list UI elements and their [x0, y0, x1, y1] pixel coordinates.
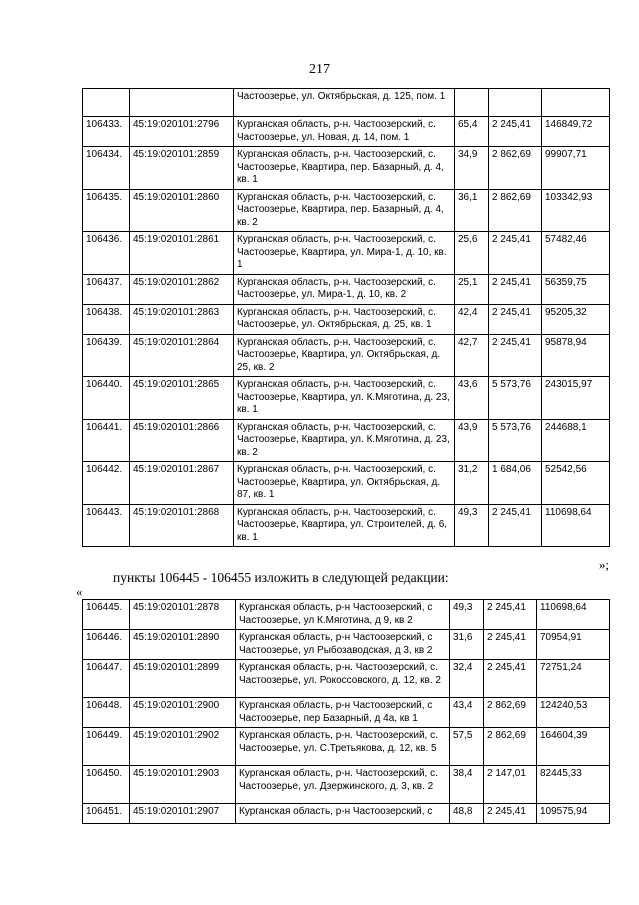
value-cell: 72751,24: [537, 660, 610, 698]
rate-cell: 2 862,69: [489, 147, 542, 190]
rate-cell: 2 245,41: [484, 600, 537, 630]
property-table-1: [82, 88, 610, 547]
value-cell: 244688,1: [542, 419, 610, 462]
table-row: [83, 89, 610, 117]
rate-cell: 2 862,69: [484, 728, 537, 766]
row-number-cell: [83, 89, 130, 117]
address-cell: Курганская область, р-н. Частоозерский, с. Частоозерье, ул. Новая, д. 14, пом. 1: [234, 117, 455, 147]
area-cell: 34,9: [455, 147, 489, 190]
value-cell: 124240,53: [537, 698, 610, 728]
value-cell: 70954,91: [537, 630, 610, 660]
row-number-cell: 106435.: [83, 189, 130, 232]
rate-cell: 2 245,41: [484, 804, 537, 824]
value-cell: 110698,64: [537, 600, 610, 630]
property-table-2: [82, 599, 610, 824]
area-cell: 49,3: [455, 504, 489, 547]
value-cell: 99907,71: [542, 147, 610, 190]
row-number-cell: 106436.: [83, 232, 130, 275]
address-cell: Курганская область, р-н. Частоозерский, с. Частоозерье, Квартира, пер. Базарный, д. 4, кв. 1: [234, 147, 455, 190]
cadastral-number-cell: [130, 89, 234, 117]
cadastral-number-cell: 45:19:020101:2903: [130, 766, 236, 804]
table-row: [83, 274, 610, 304]
table-row: [83, 728, 610, 766]
table-row: [83, 804, 610, 824]
cadastral-number-cell: 45:19:020101:2862: [130, 274, 234, 304]
row-number-cell: 106437.: [83, 274, 130, 304]
rate-cell: 5 573,76: [489, 377, 542, 420]
area-cell: 42,7: [455, 334, 489, 377]
table-row: [83, 304, 610, 334]
row-number-cell: 106446.: [83, 630, 130, 660]
value-cell: 243015,97: [542, 377, 610, 420]
area-cell: 31,6: [450, 630, 484, 660]
cadastral-number-cell: 45:19:020101:2863: [130, 304, 234, 334]
cadastral-number-cell: 45:19:020101:2864: [130, 334, 234, 377]
row-number-cell: 106451.: [83, 804, 130, 824]
cadastral-number-cell: 45:19:020101:2861: [130, 232, 234, 275]
table-row: [83, 377, 610, 420]
page-number: 217: [309, 62, 330, 77]
cadastral-number-cell: 45:19:020101:2865: [130, 377, 234, 420]
area-cell: 32,4: [450, 660, 484, 698]
rate-cell: 5 573,76: [489, 419, 542, 462]
rate-cell: 2 245,41: [489, 274, 542, 304]
address-cell: Курганская область, р-н Частоозерский, с Частоозерье, пер Базарный, д 4а, кв 1: [236, 698, 450, 728]
table-row: [83, 600, 610, 630]
row-number-cell: 106448.: [83, 698, 130, 728]
cadastral-number-cell: 45:19:020101:2868: [130, 504, 234, 547]
address-cell: Курганская область, р-н. Частоозерский, с. Частоозерье, Квартира, ул. Строителей, д. 6, кв. 1: [234, 504, 455, 547]
table-row: [83, 189, 610, 232]
value-cell: 52542,56: [542, 462, 610, 505]
cadastral-number-cell: 45:19:020101:2866: [130, 419, 234, 462]
address-cell: Курганская область, р-н Частоозерский, с: [236, 804, 450, 824]
cadastral-number-cell: 45:19:020101:2860: [130, 189, 234, 232]
table-row: [83, 419, 610, 462]
area-cell: 43,9: [455, 419, 489, 462]
table-row: [83, 462, 610, 505]
value-cell: 82445,33: [537, 766, 610, 804]
area-cell: 25,1: [455, 274, 489, 304]
address-cell: Курганская область, р-н. Частоозерский, с. Частоозерье, Квартира, ул. К.Мяготина, д. 23, кв. 2: [234, 419, 455, 462]
area-cell: 49,3: [450, 600, 484, 630]
table-row: [83, 766, 610, 804]
rate-cell: [489, 89, 542, 117]
row-number-cell: 106434.: [83, 147, 130, 190]
area-cell: 48,8: [450, 804, 484, 824]
rate-cell: 1 684,06: [489, 462, 542, 505]
value-cell: [542, 89, 610, 117]
address-cell: Курганская область, р-н. Частоозерский, с. Частоозерье, Квартира, ул. Мира-1, д. 10, кв. 1: [234, 232, 455, 275]
cadastral-number-cell: 45:19:020101:2899: [130, 660, 236, 698]
rate-cell: 2 245,41: [484, 660, 537, 698]
rate-cell: 2 245,41: [489, 504, 542, 547]
address-cell: Курганская область, р-н. Частоозерский, с. Частоозерье, ул. Дзержинского, д. 3, кв. 2: [236, 766, 450, 804]
row-number-cell: 106443.: [83, 504, 130, 547]
cadastral-number-cell: 45:19:020101:2900: [130, 698, 236, 728]
table-row: [83, 504, 610, 547]
row-number-cell: 106438.: [83, 304, 130, 334]
cadastral-number-cell: 45:19:020101:2890: [130, 630, 236, 660]
table-row: [83, 334, 610, 377]
row-number-cell: 106441.: [83, 419, 130, 462]
address-cell: Курганская область, р-н. Частоозерский, с. Частоозерье, Квартира, ул. Октябрьская, д. 25, кв. 2: [234, 334, 455, 377]
area-cell: 25,6: [455, 232, 489, 275]
row-number-cell: 106447.: [83, 660, 130, 698]
table-row: [83, 660, 610, 698]
amendment-instruction: пункты 106445 - 106455 изложить в следующей редакции:: [113, 570, 449, 585]
rate-cell: 2 245,41: [489, 117, 542, 147]
value-cell: 103342,93: [542, 189, 610, 232]
address-cell: Курганская область, р-н. Частоозерский, с. Частоозерье, ул. Рокоссовского, д. 12, кв. 2: [236, 660, 450, 698]
cadastral-number-cell: 45:19:020101:2902: [130, 728, 236, 766]
area-cell: [455, 89, 489, 117]
value-cell: 109575,94: [537, 804, 610, 824]
area-cell: 38,4: [450, 766, 484, 804]
address-cell: Курганская область, р-н. Частоозерский, с. Частоозерье, ул. Октябрьская, д. 25, кв. 1: [234, 304, 455, 334]
address-cell: Курганская область, р-н. Частоозерский, с. Частоозерье, Квартира, ул. Октябрьская, д. 87, кв. 1: [234, 462, 455, 505]
address-cell: Курганская область, р-н. Частоозерский, с. Частоозерье, Квартира, ул. К.Мяготина, д. 23, кв. 1: [234, 377, 455, 420]
cadastral-number-cell: 45:19:020101:2867: [130, 462, 234, 505]
value-cell: 57482,46: [542, 232, 610, 275]
rate-cell: 2 245,41: [489, 232, 542, 275]
area-cell: 31,2: [455, 462, 489, 505]
table-row: [83, 630, 610, 660]
area-cell: 43,6: [455, 377, 489, 420]
rate-cell: 2 245,41: [489, 304, 542, 334]
table-row: [83, 232, 610, 275]
table-row: [83, 117, 610, 147]
cadastral-number-cell: 45:19:020101:2796: [130, 117, 234, 147]
cadastral-number-cell: 45:19:020101:2859: [130, 147, 234, 190]
row-number-cell: 106439.: [83, 334, 130, 377]
rate-cell: 2 245,41: [489, 334, 542, 377]
table-row: [83, 147, 610, 190]
area-cell: 57,5: [450, 728, 484, 766]
value-cell: 56359,75: [542, 274, 610, 304]
area-cell: 43,4: [450, 698, 484, 728]
row-number-cell: 106450.: [83, 766, 130, 804]
rate-cell: 2 147,01: [484, 766, 537, 804]
value-cell: 164604,39: [537, 728, 610, 766]
row-number-cell: 106449.: [83, 728, 130, 766]
cadastral-number-cell: 45:19:020101:2907: [130, 804, 236, 824]
value-cell: 95205,32: [542, 304, 610, 334]
address-cell: Курганская область, р-н. Частоозерский, с. Частоозерье, ул. Мира-1, д. 10, кв. 2: [234, 274, 455, 304]
value-cell: 110698,64: [542, 504, 610, 547]
rate-cell: 2 862,69: [484, 698, 537, 728]
row-number-cell: 106433.: [83, 117, 130, 147]
rate-cell: 2 862,69: [489, 189, 542, 232]
area-cell: 42,4: [455, 304, 489, 334]
table-row: [83, 698, 610, 728]
cadastral-number-cell: 45:19:020101:2878: [130, 600, 236, 630]
area-cell: 65,4: [455, 117, 489, 147]
address-cell: Курганская область, р-н. Частоозерский, с. Частоозерье, ул. С.Третьякова, д. 12, кв. 5: [236, 728, 450, 766]
opening-quote: «: [76, 584, 83, 599]
address-cell: Курганская область, р-н Частоозерский, с Частоозерье, ул Рыбозаводская, д 3, кв 2: [236, 630, 450, 660]
row-number-cell: 106440.: [83, 377, 130, 420]
rate-cell: 2 245,41: [484, 630, 537, 660]
address-cell: Курганская область, р-н. Частоозерский, с. Частоозерье, Квартира, пер. Базарный, д. 4, кв. 2: [234, 189, 455, 232]
area-cell: 36,1: [455, 189, 489, 232]
row-number-cell: 106445.: [83, 600, 130, 630]
closing-quote: »;: [598, 557, 609, 572]
address-cell: Курганская область, р-н Частоозерский, с Частоозерье, ул К.Мяготина, д 9, кв 2: [236, 600, 450, 630]
row-number-cell: 106442.: [83, 462, 130, 505]
value-cell: 146849,72: [542, 117, 610, 147]
address-cell: Частоозерье, ул. Октябрьская, д. 125, пом. 1: [234, 89, 455, 117]
value-cell: 95878,94: [542, 334, 610, 377]
